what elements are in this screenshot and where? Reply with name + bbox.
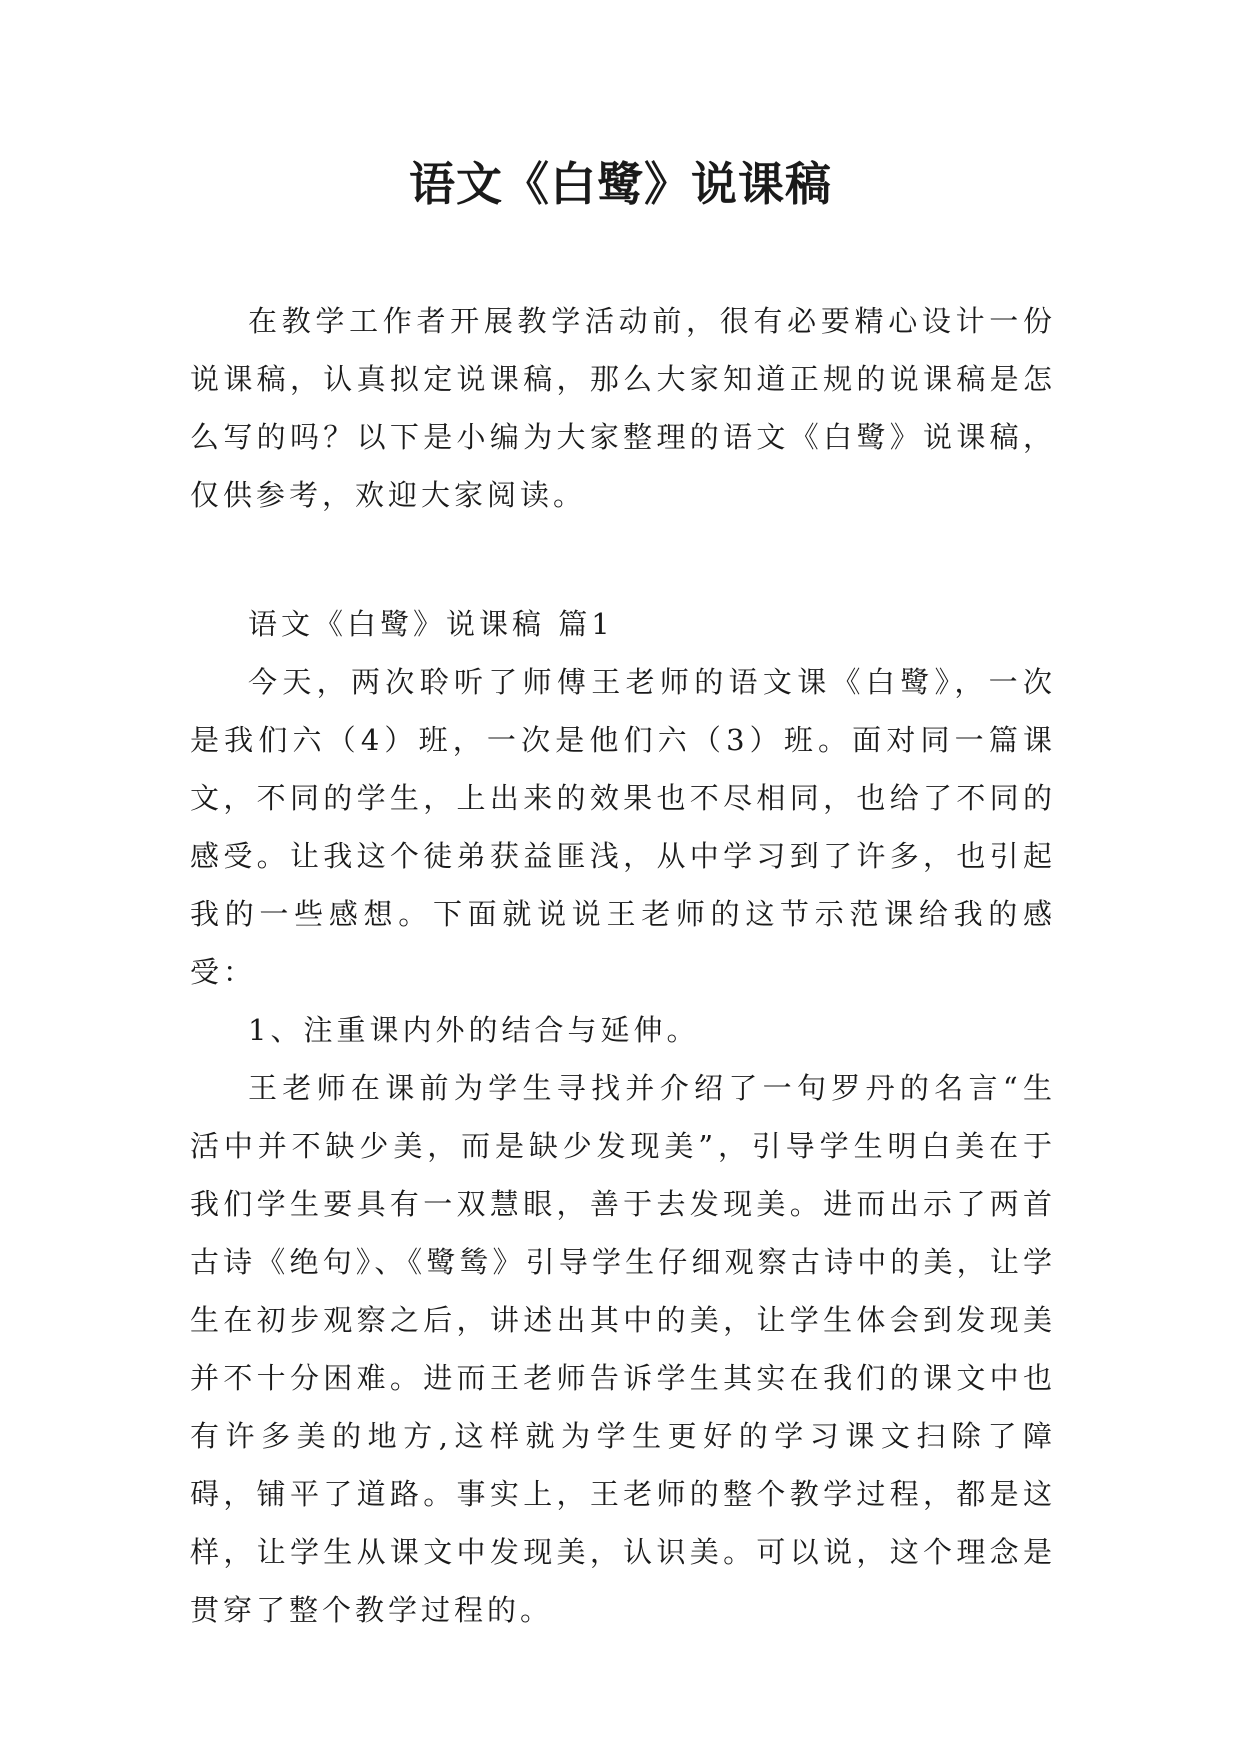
section-heading: 语文《白鹭》说课稿 篇1	[248, 607, 614, 641]
document-title: 语文《白鹭》说课稿	[409, 157, 832, 211]
body-paragraph: 王老师在课前为学生寻找并介绍了一句罗丹的名言“生活中并不缺少美，而是缺少发现美”，引导学生明白美在于我们学生要具有一双慧眼，善于去发现美。进而出示了两首古诗《绝句》、《鹭鸶》引导学生仔细观察古诗中的美，让学生在初步观察之后，讲述出其中的美，让学生体会到发现美并不十分困难。进而王老师告诉学生其实在我们的课文中也有许多美的地方,这样就为学生更好的学习课文扫除了障碍，铺平了道路。事实上，王老师的整个教学过程，都是这样，让学生从课文中发现美，认识美。可以说，这个理念是贯穿了整个教学过程的。	[190, 1071, 1056, 1627]
intro-paragraph: 在教学工作者开展教学活动前，很有必要精心设计一份说课稿，认真拟定说课稿，那么大家知道正规的说课稿是怎么写的吗？以下是小编为大家整理的语文《白鹭》说课稿，仅供参考，欢迎大家阅读。	[190, 304, 1056, 512]
section-spacer	[190, 524, 1056, 595]
document-body	[190, 292, 1056, 1639]
body-paragraph: 今天，两次聆听了师傅王老师的语文课《白鹭》，一次是我们六（4）班，一次是他们六（3）班。面对同一篇课文，不同的学生，上出来的效果也不尽相同，也给了不同的感受。让我这个徒弟获益匪浅，从中学习到了许多，也引起我的一些感想。下面就说说王老师的这节示范课给我的感受：	[190, 665, 1056, 989]
point-heading: 1、注重课内外的结合与延伸。	[248, 1013, 700, 1047]
